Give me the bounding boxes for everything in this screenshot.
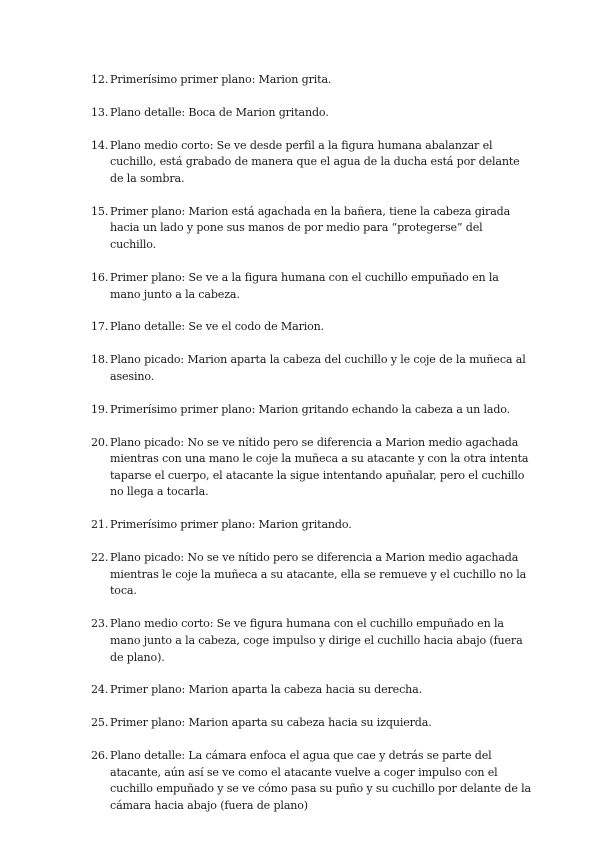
item-number: 21. <box>91 518 109 532</box>
item-number: 18. <box>91 353 109 367</box>
item-text: Plano picado: No se ve nítido pero se diferencia a Marion medio agachada mientras con una mano le coje la muñeca a su atacante y con la otra intenta taparse el cuerpo, el atacante la sigue intentando apuñalar, pero el cuchillo no llega a tocarla. <box>110 435 529 499</box>
item-text: Primer plano: Marion está agachada en la bañera, tiene la cabeza girada hacia un lado y pone sus manos de por medio para “protegerse” del cuchillo. <box>110 204 511 252</box>
item-text: Primerísimo primer plano: Marion gritando echando la cabeza a un lado. <box>110 402 510 416</box>
item-text: Plano medio corto: Se ve desde perfil a la figura humana abalanzar el cuchillo, está grabado de manera que el agua de la ducha está por delante de la sombra. <box>110 138 520 185</box>
list-item <box>91 204 531 254</box>
list-item <box>91 72 531 89</box>
item-number: 25. <box>91 716 109 730</box>
item-number: 26. <box>91 749 109 763</box>
list-item <box>91 138 531 188</box>
item-number: 16. <box>91 270 109 284</box>
item-text: Primer plano: Marion aparta su cabeza hacia su izquierda. <box>110 716 432 730</box>
item-text: Plano picado: Marion aparta la cabeza del cuchillo y le coje de la muñeca al asesino. <box>110 353 526 383</box>
list-item <box>91 682 531 699</box>
list-item <box>91 550 531 600</box>
item-text: Primer plano: Marion aparta la cabeza hacia su derecha. <box>110 683 422 697</box>
item-number: 14. <box>91 138 109 152</box>
item-text: Plano picado: No se ve nítido pero se diferencia a Marion medio agachada mientras le coje la muñeca a su atacante, ella se remueve y el cuchillo no la toca. <box>110 551 527 598</box>
item-number: 24. <box>91 683 109 697</box>
list-item <box>91 270 531 303</box>
item-number: 19. <box>91 402 109 416</box>
list-item <box>91 105 531 122</box>
item-text: Primerísimo primer plano: Marion gritando. <box>110 518 352 532</box>
list-item <box>91 748 531 814</box>
list-item <box>91 352 531 385</box>
item-text: Plano detalle: Boca de Marion gritando. <box>110 105 329 119</box>
item-number: 15. <box>91 204 109 218</box>
item-text: Primer plano: Se ve a la figura humana con el cuchillo empuñado en la mano junto a la cabeza. <box>110 270 499 301</box>
item-text: Plano detalle: Se ve el codo de Marion. <box>110 320 325 334</box>
list-item <box>91 616 531 666</box>
item-text: Plano medio corto: Se ve figura humana con el cuchillo empuñado en la mano junto a la cabeza, coge impulso y dirige el cuchillo hacia abajo (fuera de plano). <box>110 617 523 664</box>
item-text: Plano detalle: La cámara enfoca el agua que cae y detrás se parte del atacante, aún así se ve como el atacante vuelve a coger impulso con el cuchillo empuñado y se ve cómo pasa su puño y su cuchillo por delante de la cámara hacia abajo (fuera de plano) <box>110 749 531 812</box>
list-item <box>91 402 531 419</box>
list-item <box>91 435 531 501</box>
item-number: 12. <box>91 73 109 86</box>
item-text: Primerísimo primer plano: Marion grita. <box>110 73 332 86</box>
item-number: 22. <box>91 551 109 565</box>
list-item <box>91 715 531 732</box>
list-item <box>91 517 531 534</box>
item-number: 20. <box>91 435 109 449</box>
shot-list <box>91 72 531 831</box>
list-item <box>91 319 531 336</box>
item-number: 17. <box>91 320 109 334</box>
item-number: 13. <box>91 105 109 119</box>
item-number: 23. <box>91 617 109 631</box>
